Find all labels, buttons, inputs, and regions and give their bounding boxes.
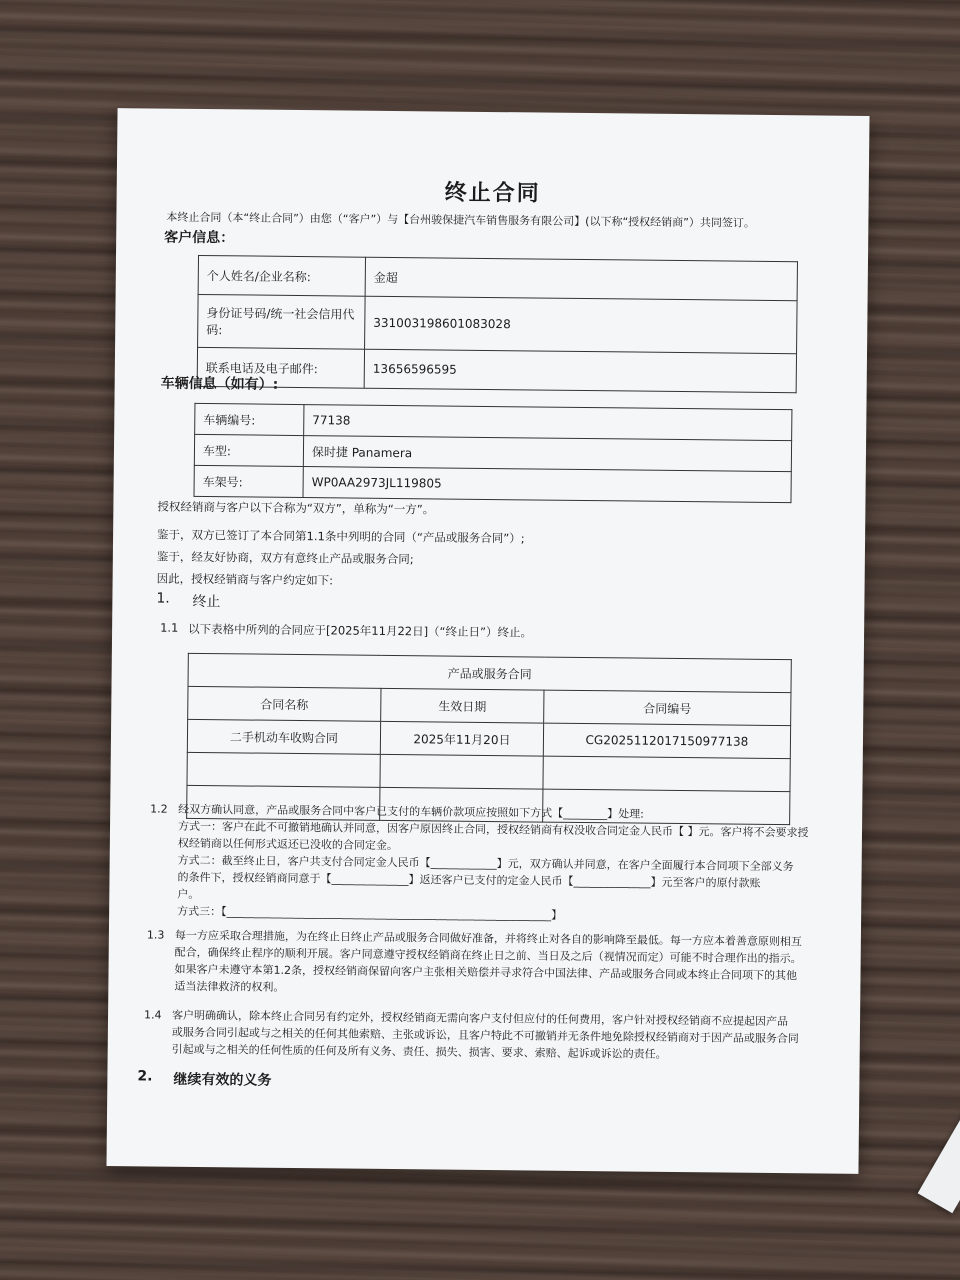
table-row xyxy=(194,465,791,502)
customer-value: 金超 xyxy=(365,257,797,301)
clause-line: 方式二：截至终止日，客户共支付合同定金人民币【____________】元，双方确认并同意，在客户全面履行本合同项下全部义务 xyxy=(177,853,794,874)
section-1-title: 终止 xyxy=(192,593,221,611)
column-header: 生效日期 xyxy=(381,688,544,723)
recital-3: 因此，授权经销商与客户约定如下: xyxy=(156,571,334,588)
effective-date-cell: 2025年11月20日 xyxy=(380,721,543,756)
section-2-number: 2. xyxy=(137,1068,153,1085)
clause-line: 方式三：【___________________________________________________________】 xyxy=(177,904,563,922)
intro-paragraph: 本终止合同（本“终止合同”）由您（“客户”）与【台州骏保捷汽车销售服务有限公司】(以下称“授权经销商”）共同签订。 xyxy=(166,210,755,230)
table-row xyxy=(197,347,796,392)
clause-line: 方式一：客户在此不可撤销地确认并同意，因客户原因终止合同，授权经销商有权没收合同定金人民币【 】元。客户将不会要求授 xyxy=(177,819,809,840)
clause-line: 配合，确保终止程序的顺利开展。客户同意遵守授权经销商在终止日之前、当日及之后（视情况而定）可能不时合理作出的指示。 xyxy=(174,945,802,966)
document-title: 终止合同 xyxy=(444,180,541,207)
clause-line: 客户明确确认，除本终止合同另有约定外，授权经销商无需向客户支付但应付的任何费用，客户针对授权经销商不应提起因产品 xyxy=(171,1008,789,1029)
empty-cell xyxy=(543,756,790,792)
vehicle-info-table xyxy=(193,403,792,503)
clause-line: 每一方应采取合理措施，为在终止日终止产品或服务合同做好准备，并将终止对各自的影响降至最低。每一方应本着善意原则相互 xyxy=(174,928,802,949)
clause-line: 适当法律救济的权利。 xyxy=(174,979,285,994)
table-row xyxy=(198,255,797,300)
empty-cell xyxy=(187,752,380,787)
clause-line: 的条件下，授权经销商同意于【______________】返还客户已支付的定金人民币【______________】元至客户的原付款账 xyxy=(177,870,761,890)
clause-1-4-number: 1.4 xyxy=(143,1008,162,1022)
customer-info-heading: 客户信息： xyxy=(164,229,235,247)
vehicle-label: 车型: xyxy=(194,434,303,466)
clause-1-2 xyxy=(177,801,818,927)
vehicle-label: 车辆编号: xyxy=(195,403,304,435)
contract-page xyxy=(106,108,869,1174)
customer-value: 331003198601083028 xyxy=(365,296,798,354)
clause-1-2-number: 1.2 xyxy=(150,802,168,816)
adjacent-paper-corner xyxy=(918,1107,960,1214)
recital-2: 鉴于，经友好协商，双方有意终止产品或服务合同; xyxy=(156,549,414,567)
section-2-title: 继续有效的义务 xyxy=(173,1071,272,1089)
table-row xyxy=(198,294,798,353)
vehicle-value: WP0AA2973JL119805 xyxy=(303,467,791,503)
column-header: 合同名称 xyxy=(188,686,381,721)
clause-line: 经双方确认同意，产品或服务合同中客户已支付的车辆价款项应按照如下方式【________】处理: xyxy=(178,802,644,821)
vehicle-value: 保时捷 Panamera xyxy=(303,436,791,472)
clause-line: 如果客户未遵守本第1.2条，授权经销商保留向客户主张相关赔偿并寻求符合中国法律、产品或服务合同或本终止合同项下的其他 xyxy=(174,962,798,983)
vehicle-label: 车架号: xyxy=(194,465,303,497)
recital-1: 鉴于，双方已签订了本合同第1.1条中列明的合同（“产品或服务合同”）; xyxy=(157,527,525,546)
contract-number-cell: CG2025112017150977138 xyxy=(543,723,790,759)
contracts-table xyxy=(186,653,792,825)
clause-1-3-number: 1.3 xyxy=(146,928,165,942)
vehicle-value: 77138 xyxy=(304,405,792,441)
column-header: 合同编号 xyxy=(544,690,791,726)
clause-1-1-number: 1.1 xyxy=(160,620,179,635)
customer-label: 个人姓名/企业名称: xyxy=(198,255,365,296)
vehicle-info-heading: 车辆信息（如有）: xyxy=(160,375,279,393)
empty-cell xyxy=(380,754,543,789)
clause-line: 引起或与之相关的任何性质的任何及所有义务、责任、损失、损害、要求、索赔、起诉或诉讼的责任。 xyxy=(171,1042,667,1061)
customer-info-table xyxy=(197,255,798,393)
customer-label: 联系电话及电子邮件: xyxy=(197,347,364,388)
table-caption: 产品或服务合同 xyxy=(188,653,791,692)
customer-label: 身份证号码/统一社会信用代码: xyxy=(198,294,366,349)
clause-line: 户。 xyxy=(177,887,200,901)
clause-1-3 xyxy=(174,927,825,1002)
clause-line: 权经销商以任何形式返还已没收的合同定金。 xyxy=(177,836,398,853)
customer-value: 13656596595 xyxy=(364,349,796,393)
clause-1-1: 以下表格中所列的合同应于[2025年11月22日]（“终止日”）终止。 xyxy=(188,621,533,640)
contract-name-cell: 二手机动车收购合同 xyxy=(187,719,380,754)
clause-1-4 xyxy=(172,1007,822,1065)
section-1-number: 1. xyxy=(156,590,170,607)
parties-definition: 授权经销商与客户以下合称为“双方”，单称为“一方”。 xyxy=(157,499,435,517)
clause-line: 或服务合同引起或与之相关的任何其他索赔、主张或诉讼，且客户特此不可撤销并无条件地免除授权经销商对于因产品或服务合同 xyxy=(171,1025,799,1046)
